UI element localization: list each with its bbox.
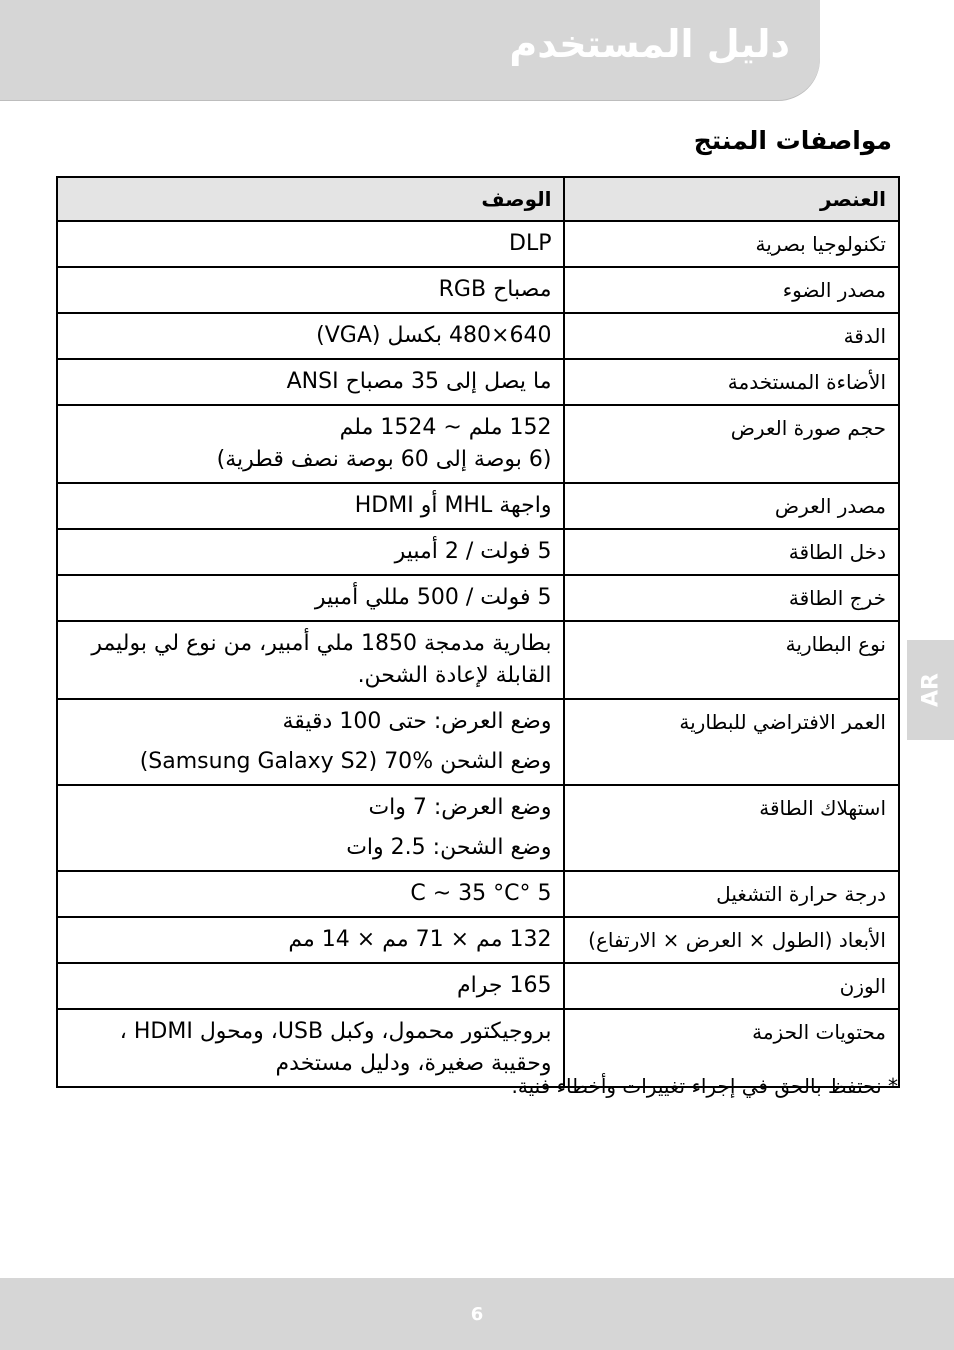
description-line: بطارية مدمجة 1850 ملي أمبير، من نوع لي بوليمر	[91, 631, 552, 656]
description-line: 152 ملم ~ 1524 ملم	[339, 415, 552, 440]
spec-item: مصدر الضوء	[564, 267, 899, 313]
description-line: وحقيبة صغيرة، ودليل مستخدم	[275, 1051, 552, 1076]
table-row	[57, 529, 899, 575]
spec-description	[57, 699, 564, 785]
spec-description	[57, 871, 564, 917]
section-title: مواصفات المنتج	[693, 126, 892, 155]
description-line: 5 °C ~ 35 °C	[410, 881, 552, 906]
description-line: 165 جرام	[457, 973, 552, 998]
description-line: بروجيكتور محمول، وكبل USB، ومحول HDMI ،	[119, 1019, 552, 1044]
spec-item: الدقة	[564, 313, 899, 359]
table-row	[57, 699, 899, 785]
spec-item: استهلاك الطاقة	[564, 785, 899, 871]
description-line: وضع الشحن %70 (Samsung Galaxy S2)	[139, 749, 552, 774]
spec-item: مصدر العرض	[564, 483, 899, 529]
description-line: مصباح RGB	[438, 277, 552, 302]
spec-item: الوزن	[564, 963, 899, 1009]
spec-description	[57, 405, 564, 483]
spec-item: محتويات الحزمة	[564, 1009, 899, 1087]
spec-description	[57, 575, 564, 621]
table-header-row	[57, 177, 899, 221]
spec-item: الأبعاد (الطول × العرض × الارتفاع)	[564, 917, 899, 963]
spec-item: نوع البطارية	[564, 621, 899, 699]
spec-item: حجم صورة العرض	[564, 405, 899, 483]
description-line: 5 فولت / 2 أمبير	[394, 539, 552, 564]
description-line: DLP	[509, 231, 552, 256]
table-row	[57, 221, 899, 267]
table-row	[57, 483, 899, 529]
description-line: وضع الشحن: 2.5 وات	[346, 835, 552, 860]
description-line: 640×480 بكسل (VGA)	[316, 323, 552, 348]
table-row	[57, 871, 899, 917]
language-tab-label: AR	[918, 673, 943, 707]
spec-description	[57, 1009, 564, 1087]
spec-item: درجة حرارة التشغيل	[564, 871, 899, 917]
table-row	[57, 359, 899, 405]
spec-description	[57, 221, 564, 267]
spec-description	[57, 483, 564, 529]
spec-description	[57, 313, 564, 359]
language-tab	[907, 640, 954, 740]
table-row	[57, 267, 899, 313]
footer-band	[0, 1278, 954, 1350]
page-number: 6	[470, 1304, 484, 1325]
spec-item: الأضاءة المستخدمة	[564, 359, 899, 405]
spec-description	[57, 963, 564, 1009]
spec-description	[57, 359, 564, 405]
table-row	[57, 575, 899, 621]
specifications-table	[56, 176, 900, 1088]
description-line: واجهة MHL أو HDMI	[354, 493, 552, 518]
table-row	[57, 313, 899, 359]
description-line: 5 فولت / 500 مللي أمبير	[314, 585, 552, 610]
page-header-title: دليل المستخدم	[509, 22, 790, 66]
description-line: 132 مم × 71 مم × 14 مم	[288, 927, 552, 952]
spec-description	[57, 917, 564, 963]
spec-item: العمر الافتراضي للبطارية	[564, 699, 899, 785]
footnote: * نحتفظ بالحق في إجراء تغييرات وأخطاء فنية.	[511, 1074, 898, 1098]
spec-description	[57, 621, 564, 699]
column-header-description: الوصف	[57, 177, 564, 221]
spec-description	[57, 267, 564, 313]
spec-item: خرج الطاقة	[564, 575, 899, 621]
spec-description	[57, 529, 564, 575]
description-line: (6 بوصة إلى 60 بوصة نصف قطرية)	[216, 447, 552, 472]
spec-item: تكنولوجيا بصرية	[564, 221, 899, 267]
spec-item: دخل الطاقة	[564, 529, 899, 575]
description-line: القابلة لإعادة الشحن.	[357, 663, 552, 688]
description-line: وضع العرض: حتى 100 دقيقة	[282, 709, 552, 734]
column-header-item: العنصر	[564, 177, 899, 221]
table-row	[57, 785, 899, 871]
table-row	[57, 405, 899, 483]
header-band	[0, 0, 820, 100]
spec-description	[57, 785, 564, 871]
table-row	[57, 621, 899, 699]
table-row	[57, 963, 899, 1009]
description-line: وضع العرض: 7 وات	[368, 795, 552, 820]
table-row	[57, 917, 899, 963]
description-line: ما يصل إلى 35 مصباح ANSI	[286, 369, 552, 394]
